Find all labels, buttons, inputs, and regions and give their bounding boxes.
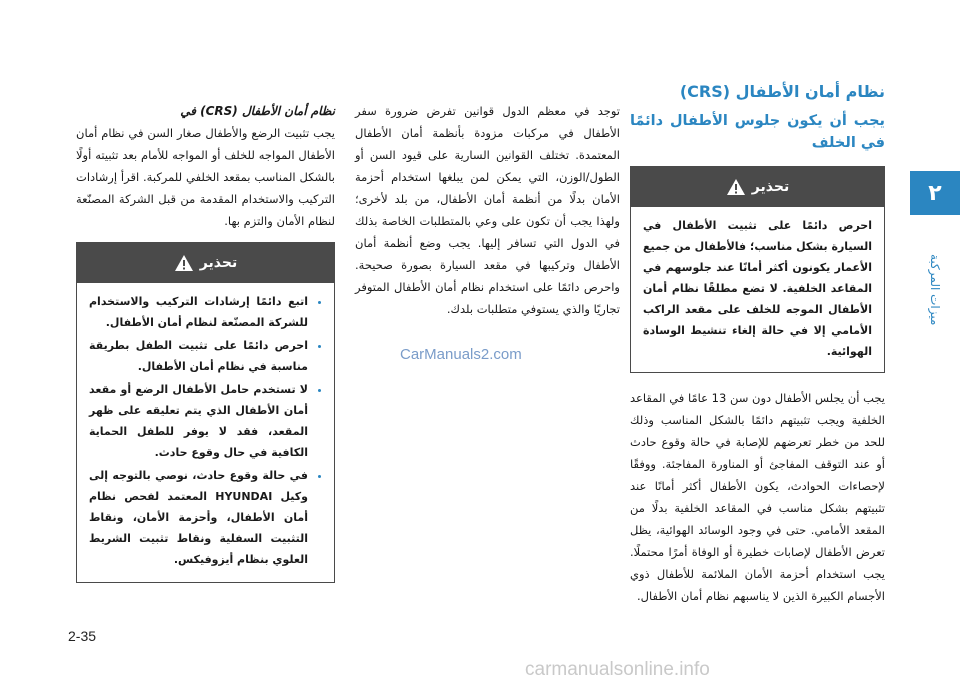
chapter-name: ميزات المركبة: [928, 254, 942, 326]
warning-box: [76, 242, 335, 583]
middle-column: [355, 100, 620, 320]
warning-triangle-icon: [174, 254, 194, 272]
warning-text: احرص دائمًا على تثبيت الأطفال في السيارة بشكل مناسب؛ فالأطفال من جميع الأعمار يكونون أكثر أمانًا عند جلوسهم في المقاعد الخلفية. لا تضع مطلقًا نظام أمان الأطفال الموجه للخلف على مقعد الراكب الأمامي إلا في حالة إلغاء تنشيط الوسادة الهوائية.: [642, 219, 872, 358]
right-column: [630, 80, 885, 607]
footer-watermark: carmanualsonline.info: [525, 659, 710, 680]
warning-list-container: [77, 283, 334, 582]
body-paragraph: يجب تثبيت الرضع والأطفال صغار السن في نظام أمان الأطفال المواجه للخلف أو المواجه للأمام بعد تثبيته أولًا بالشكل المناسب بمقعد الخلفي للمركبة. اقرأ إرشادات التركيب والاستخدام المقدمة من قبل الشركة المصنّعة لنظام الأمان والتزم بها.: [76, 126, 335, 228]
chapter-number-tab[interactable]: ٢: [910, 171, 960, 215]
warning-triangle-icon: [726, 178, 746, 196]
subsection-title: يجب أن يكون جلوس الأطفال دائمًا في الخلف: [630, 113, 885, 151]
sidebar: [910, 0, 960, 685]
warning-label: تحذير: [199, 255, 238, 271]
watermark-text: CarManuals2.com: [400, 346, 522, 363]
warning-list-item: • احرص دائمًا على تثبيت الطفل بطريقة مناسبة في نظام أمان الأطفال.: [89, 335, 308, 377]
body-paragraph: توجد في معظم الدول قوانين تفرض ضرورة سفر الأطفال في مركبات مزودة بأنظمة أمان الأطفال المعتمدة. تختلف القوانين السارية على قيود السن أو الطول/الوزن، التي يمكن لمن يبلغها استخدام أحزمة الأمان بدلًا من أنظمة أمان الأطفال، من بلد لأخرى؛ ولهذا يجب أن تكون على وعي بالمتطلبات الخاصة بذلك في الدول التي تسافر إليها. يجب وضع أنظمة أمان الأطفال وتركيبها في مقعد السيارة بصورة صحيحة. واحرص دائمًا على استخدام نظام أمان الأطفال المتوفر تجاريًا والذي يستوفي متطلبات بلدك.: [355, 104, 620, 316]
section-title: نظام أمان الأطفال (CRS): [679, 82, 885, 101]
warning-list-item: • لا تستخدم حامل الأطفال الرضع أو مقعد أمان الأطفال الذي يتم تعليقه على ظهر المقعد، فقد لا يوفر للطفل الحماية الكافية في حال وقوع حادث.: [89, 379, 308, 463]
warning-box: [630, 166, 885, 373]
warning-header: [77, 243, 334, 283]
subsection-heading: نظام أمان الأطفال (CRS) في: [180, 104, 335, 118]
warning-list-item: • اتبع دائمًا إرشادات التركيب والاستخدام للشركة المصنّعة لنظام أمان الأطفال.: [89, 291, 308, 333]
warning-list-item: • في حالة وقوع حادث، نوصي بالتوجه إلى وكيل HYUNDAI المعتمد لفحص نظام أمان الأطفال، وأحزمة الأمان، ونقاط التثبيت السفلية ونقاط تثبيت الشريط العلوي بنظام أيزوفيكس.: [89, 465, 308, 570]
page-number: 2-35: [68, 628, 97, 644]
warning-header: [631, 167, 884, 207]
left-column: [76, 100, 335, 583]
warning-label: تحذير: [751, 179, 790, 195]
body-paragraph: يجب أن يجلس الأطفال دون سن 13 عامًا في المقاعد الخلفية ويجب تثبيتهم دائمًا بالشكل المناسب وذلك للحد من خطر تعرضهم للإصابة في حالة وقوع حادث أو عند التوقف المفاجئ أو المناورة المفاجئة. ووفقًا لإحصاءات الحوادث، يكون الأطفال أكثر أمانًا عند تثبيتهم بشكل مناسب في المقاعد الخلفية بدلًا من المقعد الأمامي. حتى في وجود الوسائد الهوائية، يظل تعرض الأطفال لإصابات خطيرة أو الوفاة أمرًا محتملًا. يجب استخدام أحزمة الأمان الملائمة للأطفال ذوي الأجسام الكبيرة الذين لا يناسبهم نظام أمان الأطفال.: [630, 391, 885, 603]
warning-list: [89, 291, 322, 570]
